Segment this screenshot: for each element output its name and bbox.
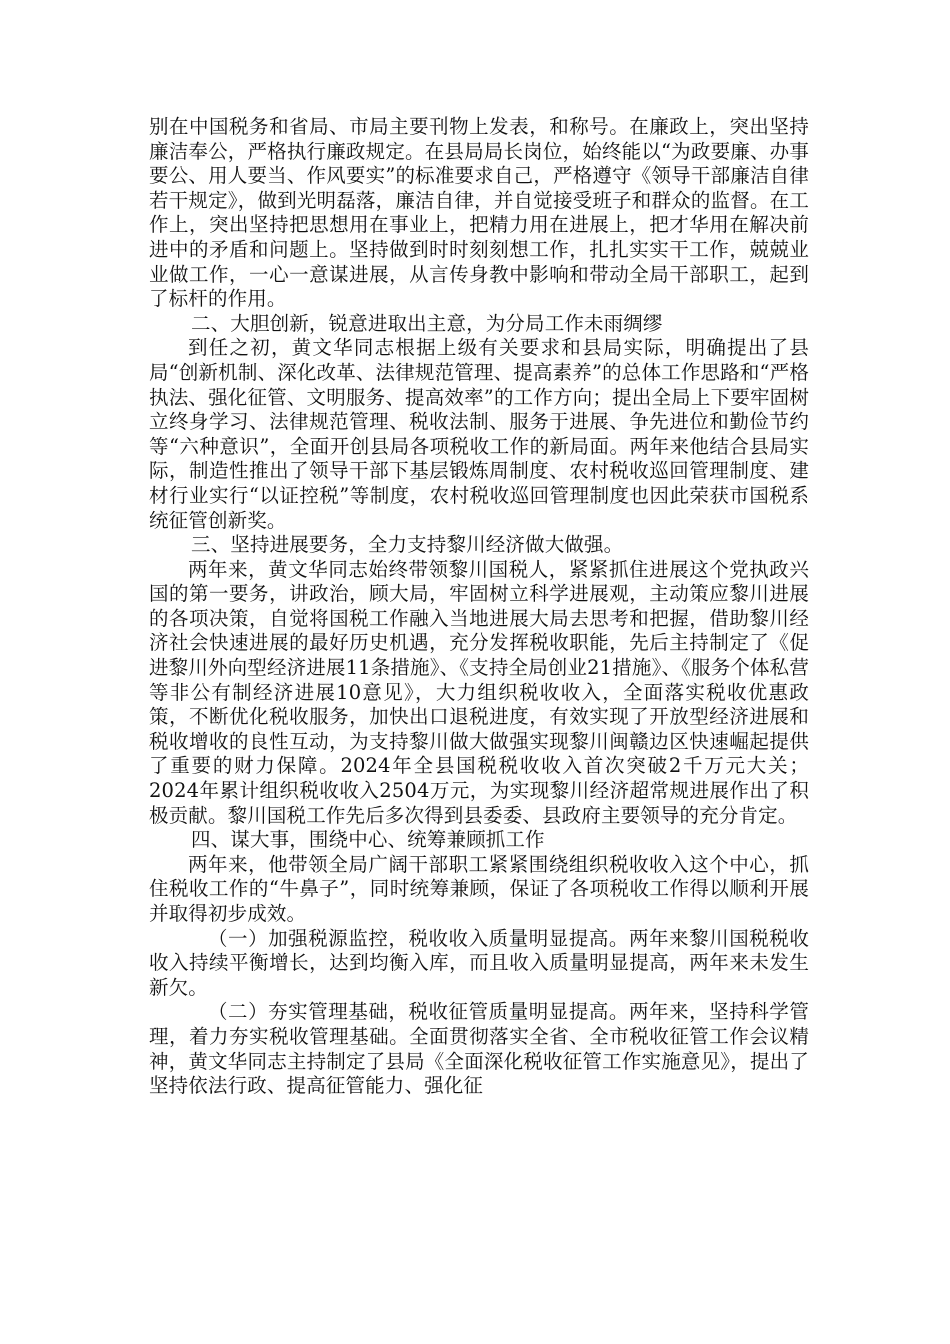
paragraph-center-work: 两年来，他带领全局广阔干部职工紧紧围绕组织税收收入这个中心，抓住税收工作的“牛鼻子”，同时统筹兼顾，保证了各项税收工作得以顺利开展并取得初步成效。 xyxy=(149,852,809,925)
document-body xyxy=(149,115,809,1099)
paragraph-innovation: 到任之初，黄文华同志根据上级有关要求和县局实际，明确提出了县局“创新机制、深化改革、法律规范管理、提高素养”的总体工作思路和“严格执法、强化征管、文明服务、提高效率”的工作方向；提出全局上下要牢固树立终身学习、法律规范管理、税收法制、服务于进展、争先进位和勤俭节约等“六种意识”，全面开创县局各项税收工作的新局面。两年来他结合县局实际，制造性推出了领导干部下基层锻炼周制度、农村税收巡回管理制度、建材行业实行“以证控税”等制度，农村税收巡回管理制度也因此荣获市国税系统征管创新奖。 xyxy=(149,336,809,532)
section-heading-2: 二、大胆创新，锐意进取出主意，为分局工作未雨绸缪 xyxy=(191,311,663,335)
subsection-1: （一）加强税源监控，税收收入质量明显提高。两年来黎川国税税收收入持续平衡增长，达到均衡入库，而且收入质量明显提高，两年来未发生新欠。 xyxy=(149,926,809,999)
paragraph-integrity: 别在中国税务和省局、市局主要刊物上发表，和称号。在廉政上，突出坚持廉洁奉公，严格执行廉政规定。在县局局长岗位，始终能以“为政要廉、办事要公、用人要当、作风要实”的标准要求自己，严格遵守《领导干部廉洁自律若干规定》，做到光明磊落，廉洁自律，并自觉接受班子和群众的监督。在工作上，突出坚持把思想用在事业上，把精力用在进展上，把才华用在解决前进中的矛盾和问题上。坚持做到时时刻刻想工作，扎扎实实干工作，兢兢业业做工作，一心一意谋进展，从言传身教中影响和带动全局干部职工，起到了标杆的作用。 xyxy=(149,115,809,311)
section-heading-4: 四、谋大事，围绕中心、统筹兼顾抓工作 xyxy=(191,828,545,852)
paragraph-development: 两年来，黄文华同志始终带领黎川国税人，紧紧抓住进展这个党执政兴国的第一要务，讲政治，顾大局，牢固树立科学进展观，主动策应黎川进展的各项决策，自觉将国税工作融入当地进展大局去思考和把握，借助黎川经济社会快速进展的最好历史机遇，充分发挥税收职能，先后主持制定了《促进黎川外向型经济进展11条措施》、《支持全局创业21措施》、《服务个体私营等非公有制经济进展10意见》，大力组织税收收入，全面落实税收优惠政策，不断优化税收服务，加快出口退税进度，有效实现了开放型经济进展和税收增收的良性互动，为支持黎川做大做强实现黎川闽赣边区快速崛起提供了重要的财力保障。2024年全县国税税收收入首次突破2千万元大关；2024年累计组织税收收入2504万元，为实现黎川经济超常规进展作出了积极贡献。黎川国税工作先后多次得到县委委、县政府主要领导的充分肯定。 xyxy=(149,557,809,827)
subsection-2: （二）夯实管理基础，税收征管质量明显提高。两年来，坚持科学管理，着力夯实税收管理基础。全面贯彻落实全省、全市税收征管工作会议精神，黄文华同志主持制定了县局《全面深化税收征管工作实施意见》，提出了坚持依法行政、提高征管能力、强化征 xyxy=(149,1000,809,1098)
section-heading-3: 三、坚持进展要务，全力支持黎川经济做大做强。 xyxy=(191,533,624,557)
